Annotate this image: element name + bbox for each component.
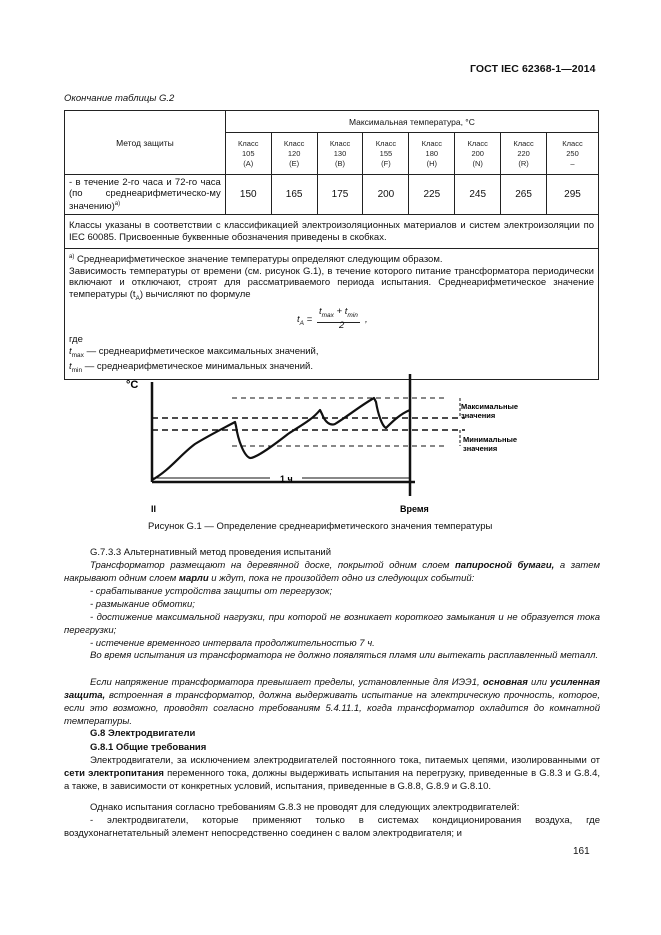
x-axis-label: Время [400,504,429,514]
g733-li3: - достижение максимальной нагрузки, при которой не возникает короткого замыкания и не образуется тока перегрузки; [64,612,600,636]
g733-p2: Во время испытания из трансформатора не должно появляться пламя или вытекать расплавленный металл. [90,650,599,661]
value-cell: 150 [225,175,271,215]
class-header-cell: Класс 200 (N) [455,133,501,175]
class-header-cell: Класс 220 (R) [501,133,547,175]
max-label-2: значения [461,411,496,420]
class-header-cell: Класс 180 (H) [409,133,455,175]
value-cell: 245 [455,175,501,215]
g81-title: G.8.1 Общие требования [90,742,207,753]
page-number: 161 [573,846,590,857]
figure-caption: Рисунок G.1 — Определение среднеарифметического значения температуры [148,521,493,532]
min-label-1: Минимальные [463,435,518,444]
min-label-2: значения [463,444,498,453]
table-caption: Окончание таблицы G.2 [64,93,175,104]
class-header-cell: Класс 155 (F) [363,133,409,175]
g81-p2: Однако испытания согласно требованиям G.8.3 не проводят для следующих электродвигателей: [90,802,520,813]
figure-g1 [120,370,560,520]
temperature-curve [152,398,410,480]
footnote-a: $^{a)}$ Среднеарифметическое значение температуры определяют следующим образом. Зависимость температуры от времени (см. рисунок G.1), в течение которого питание трансформатора периодически включают и отключают, строят для рассматриваемого периода испытания. Среднеарифметическое значение температуры $(t_A)$ вычисляют по формуле $t_A$ = $t_{max} + t_{min}$ 2 , где $t_{max}$ — среднеарифметическое максимальных значений, $t_{min}$ — среднеарифметическое минимальных значений. [65,249,599,380]
g733-li1: - срабатывание устройства защиты от перегрузок; [90,586,333,597]
value-cell: 165 [271,175,317,215]
g733-li2: - размыкание обмотки; [90,599,195,610]
class-header-cell: Класс 250 – [547,133,599,175]
standard-header: ГОСТ IEC 62368-1—2014 [470,63,596,75]
formula: $t_A$ = $t_{max} + t_{min}$ 2 , [297,306,368,332]
value-cell: 265 [501,175,547,215]
col-maxtemp-header: Максимальная температура, °С [225,111,598,133]
g733-li4: - истечение временного интервала продолжительностью 7 ч. [90,638,375,649]
classes-note: Классы указаны в соответствии с классификацией электроизоляционных материалов и систем электроизоляции по IEC 60085. Присвоенные буквенные обозначения приведены в скобках. [65,215,599,249]
g8-title: G.8 Электродвигатели [90,728,196,739]
origin-label: II [151,504,157,514]
class-header-cell: Класс 130 (B) [317,133,363,175]
table-g2 [64,110,599,380]
value-cell: 225 [409,175,455,215]
y-axis-label: °С [126,379,139,391]
g733-p1: Трансформатор размещают на деревянной доске, покрытой одним слоем папиросной бумаги, а затем накрывают одним слоем марли и ждут, пока не произойдет одно из следующих событий: [64,560,600,584]
hour-label: 1 ч [280,474,293,484]
g733-p3: Если напряжение трансформатора превышает пределы, установленные для ИЭЭ1, основная или усиленная защита, встроенная в трансформатор, должна выдерживать испытание на электрическую прочность, которое, если это возможно, проводят согласно требованиям 5.4.11.1, когда трансформатор охладится до комнатной температуры. [64,677,600,727]
max-label-1: Максимальные [461,402,519,411]
g81-p3: - электродвигатели, которые применяют только в системах кондиционирования воздуха, где воздухонагнетательный элемент непосредственно соединен с валом электродвигателя; и [64,815,600,839]
class-header-cell: Класс 105 (A) [225,133,271,175]
class-header-cell: Класс 120 (E) [271,133,317,175]
g81-p1: Электродвигатели, за исключением электродвигателей постоянного тока, питаемых цепями, изолированными от сети электропитания переменного тока, должны выдерживать испытания на перегрузку, приведенные в G.8.3 и G.8.4, а также, в зависимости от конкретных условий, испытания, приведенные в G.8.8, G.8.9 и G.8.10. [64,755,600,792]
value-cell: 295 [547,175,599,215]
g733-title: G.7.3.3 Альтернативный метод проведения испытаний [90,547,332,558]
row-method-cell: - в течение 2-го часа и 72-го часа (по среднеарифметическо-му значению)$^{a)}$ [65,175,226,215]
value-cell: 175 [317,175,363,215]
col-method-header: Метод защиты [65,111,226,175]
value-cell: 200 [363,175,409,215]
